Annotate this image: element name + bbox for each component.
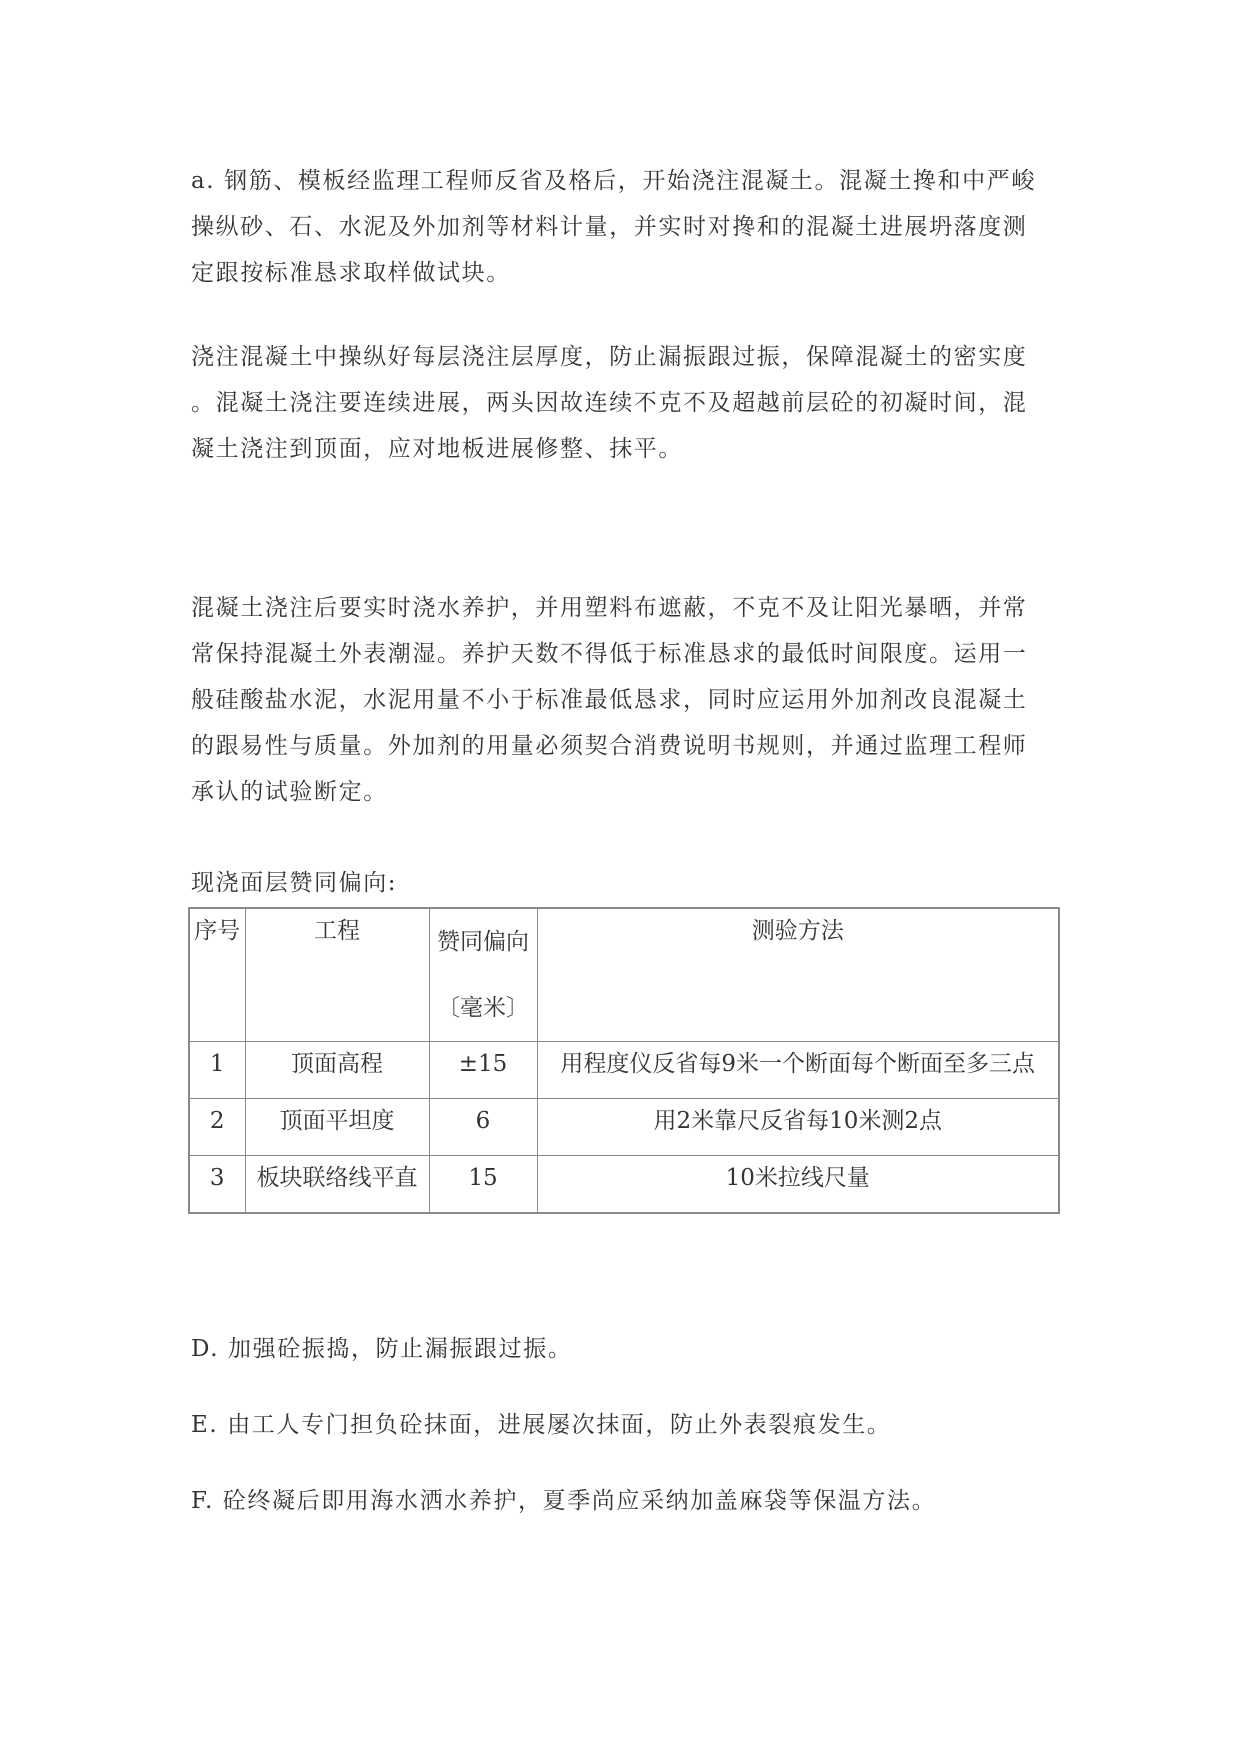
paragraph-line: 操纵砂、石、水泥及外加剂等材料计量，并实时对搀和的混凝土进展坍落度测 — [191, 214, 1028, 240]
cell-item: 顶面平坦度 — [245, 1099, 429, 1156]
cell-no: 3 — [189, 1156, 245, 1214]
paragraph-line: a. 钢筋、模板经监理工程师反省及格后，开始浇注混凝土。混凝土搀和中严峻 — [191, 168, 1036, 194]
table-caption: 现浇面层赞同偏向: — [191, 870, 398, 896]
table-row — [189, 1099, 1059, 1156]
paragraph-line: 凝土浇注到顶面，应对地板进展修整、抹平。 — [191, 436, 683, 462]
cell-item: 顶面高程 — [245, 1042, 429, 1099]
paragraph-line: 浇注混凝土中操纵好每层浇注层厚度，防止漏振跟过振，保障混凝土的密实度 — [191, 344, 1028, 370]
cell-method: 用程度仪反省每9米一个断面每个断面至多三点 — [537, 1042, 1059, 1099]
table-header-row — [189, 908, 1059, 1042]
paragraph-line: 承认的试验断定。 — [191, 779, 388, 805]
header-no: 序号 — [189, 908, 245, 1042]
paragraph-line: 常保持混凝土外表潮湿。养护天数不得低于标准恳求的最低时间限度。运用一 — [191, 641, 1028, 667]
header-method: 测验方法 — [537, 908, 1059, 1042]
cell-no: 1 — [189, 1042, 245, 1099]
header-deviation-line1: 赞同偏向 — [437, 929, 529, 955]
cell-deviation: 15 — [429, 1156, 537, 1214]
table-row — [189, 1156, 1059, 1214]
table-row — [189, 1042, 1059, 1099]
paragraph-line: 定跟按标准恳求取样做试块。 — [191, 260, 511, 286]
cell-no: 2 — [189, 1099, 245, 1156]
cell-deviation: ±15 — [429, 1042, 537, 1099]
paragraph-curing — [191, 585, 1061, 815]
paragraph-e: E. 由工人专门担负砼抹面，进展屡次抹面，防止外表裂痕发生。 — [191, 1412, 892, 1438]
paragraph-pouring — [191, 334, 1061, 472]
header-deviation-line2: 〔毫米〕 — [437, 995, 529, 1021]
cell-item: 板块联络线平直 — [245, 1156, 429, 1214]
paragraph-line: 的跟易性与质量。外加剂的用量必须契合消费说明书规则，并通过监理工程师 — [191, 733, 1028, 759]
paragraph-f: F. 砼终凝后即用海水洒水养护，夏季尚应采纳加盖麻袋等保温方法。 — [191, 1488, 937, 1514]
paragraph-line: 。混凝土浇注要连续进展，两头因故连续不克不及超越前层砼的初凝时间，混 — [191, 390, 1028, 416]
header-item: 工程 — [245, 908, 429, 1042]
paragraph-d: D. 加强砼振捣，防止漏振跟过振。 — [191, 1336, 573, 1362]
paragraph-line: 混凝土浇注后要实时浇水养护，并用塑料布遮蔽，不克不及让阳光暴晒，并常 — [191, 595, 1028, 621]
header-deviation — [429, 908, 537, 1042]
tolerance-table — [188, 907, 1060, 1214]
cell-deviation: 6 — [429, 1099, 537, 1156]
paragraph-a — [191, 158, 1061, 296]
cell-method: 用2米靠尺反省每10米测2点 — [537, 1099, 1059, 1156]
paragraph-line: 般硅酸盐水泥，水泥用量不小于标准最低恳求，同时应运用外加剂改良混凝土 — [191, 687, 1028, 713]
cell-method: 10米拉线尺量 — [537, 1156, 1059, 1214]
